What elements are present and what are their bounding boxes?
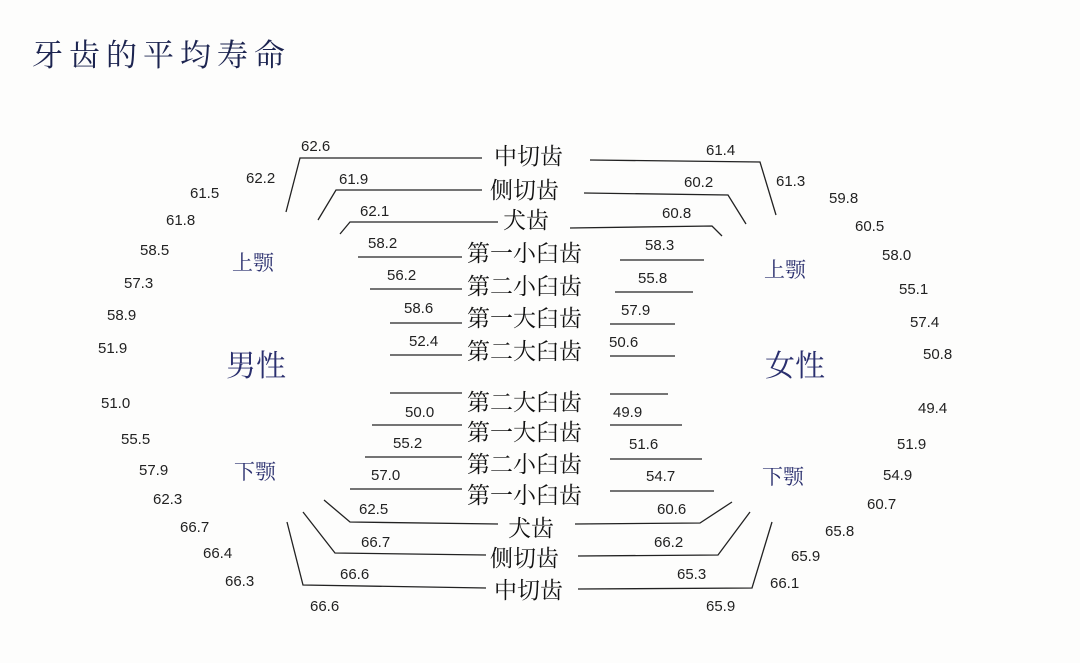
lower-tooth-name: 第一大臼齿 xyxy=(467,420,582,446)
male-upper-value: 56.2 xyxy=(387,267,417,284)
female-upper-value: 61.4 xyxy=(706,142,736,159)
female-upper-value: 50.6 xyxy=(609,334,639,351)
male-upper-value: 58.6 xyxy=(404,300,434,317)
female-outer-value: 58.0 xyxy=(882,247,912,264)
female-lower-value: 51.6 xyxy=(629,436,659,453)
male-lower-value: 55.2 xyxy=(393,435,423,452)
upper-tooth-name: 第一大臼齿 xyxy=(467,306,582,332)
male-lower-value: 66.7 xyxy=(361,534,391,551)
female-upper-value: 57.9 xyxy=(621,302,651,319)
female-upper-value: 60.8 xyxy=(662,205,692,222)
male-outer-value: 66.4 xyxy=(203,545,233,562)
male-outer-value: 62.2 xyxy=(246,170,276,187)
female-outer-value: 61.3 xyxy=(776,173,806,190)
lower-tooth-name: 侧切齿 xyxy=(490,546,559,572)
male-outer-value: 61.8 xyxy=(166,212,196,229)
female-upper-value: 60.2 xyxy=(684,174,714,191)
upper-tooth-name: 第一小臼齿 xyxy=(467,241,582,267)
male-outer-value: 58.9 xyxy=(107,307,137,324)
male-outer-value: 66.3 xyxy=(225,573,255,590)
female-outer-value: 51.9 xyxy=(897,436,927,453)
lower-tooth-name: 第一小臼齿 xyxy=(467,483,582,509)
male-outer-value: 55.5 xyxy=(121,431,151,448)
female-lower-value: 66.2 xyxy=(654,534,684,551)
male-outer-value: 66.7 xyxy=(180,519,210,536)
female-outer-value: 65.9 xyxy=(791,548,821,565)
female-lower-value: 49.9 xyxy=(613,404,643,421)
lower-tooth-name: 中切齿 xyxy=(494,578,563,604)
male-upper-value: 58.2 xyxy=(368,235,398,252)
male-lower-value: 57.0 xyxy=(371,467,401,484)
male-label: 男性 xyxy=(226,349,286,384)
female-upper-value: 55.8 xyxy=(638,270,668,287)
upper-tooth-name: 第二小臼齿 xyxy=(467,274,582,300)
female-outer-value: 66.1 xyxy=(770,575,800,592)
male-lower-jaw-label: 下颚 xyxy=(234,460,276,484)
male-upper-value: 62.1 xyxy=(360,203,390,220)
female-outer-value: 60.7 xyxy=(867,496,897,513)
male-lower-value: 66.6 xyxy=(340,566,370,583)
female-outer-value: 49.4 xyxy=(918,400,948,417)
lower-tooth-name: 第二小臼齿 xyxy=(467,452,582,478)
male-upper-value: 62.6 xyxy=(301,138,331,155)
female-lower-value: 54.7 xyxy=(646,468,676,485)
upper-tooth-name: 中切齿 xyxy=(494,144,563,170)
male-upper-value: 52.4 xyxy=(409,333,439,350)
upper-tooth-name: 侧切齿 xyxy=(490,178,559,204)
male-outer-value: 51.9 xyxy=(98,340,128,357)
female-outer-value: 57.4 xyxy=(910,314,940,331)
female-upper-jaw-label: 上颚 xyxy=(764,258,806,282)
female-outer-value: 55.1 xyxy=(899,281,929,298)
male-outer-value: 57.3 xyxy=(124,275,154,292)
male-outer-value: 66.6 xyxy=(310,598,340,615)
male-outer-value: 58.5 xyxy=(140,242,170,259)
male-upper-value: 61.9 xyxy=(339,171,369,188)
lower-tooth-name: 第二大臼齿 xyxy=(467,390,582,416)
female-lower-value: 60.6 xyxy=(657,501,687,518)
lower-tooth-name: 犬齿 xyxy=(508,516,554,542)
female-lower-value: 65.3 xyxy=(677,566,707,583)
female-lower-jaw-label: 下颚 xyxy=(762,465,804,489)
male-lower-value: 62.5 xyxy=(359,501,389,518)
female-outer-value: 50.8 xyxy=(923,346,953,363)
male-outer-value: 57.9 xyxy=(139,462,169,479)
female-outer-value: 65.9 xyxy=(706,598,736,615)
female-label: 女性 xyxy=(765,349,825,384)
female-outer-value: 59.8 xyxy=(829,190,859,207)
male-upper-jaw-label: 上颚 xyxy=(232,251,274,275)
upper-tooth-name: 第二大臼齿 xyxy=(467,339,582,365)
male-outer-value: 61.5 xyxy=(190,185,220,202)
male-outer-value: 51.0 xyxy=(101,395,131,412)
female-upper-value: 58.3 xyxy=(645,237,675,254)
female-outer-value: 65.8 xyxy=(825,523,855,540)
female-outer-value: 54.9 xyxy=(883,467,913,484)
male-outer-value: 62.3 xyxy=(153,491,183,508)
upper-tooth-name: 犬齿 xyxy=(503,208,549,234)
page-title: 牙齿的平均寿命 xyxy=(32,38,291,74)
male-lower-value: 50.0 xyxy=(405,404,435,421)
female-outer-value: 60.5 xyxy=(855,218,885,235)
